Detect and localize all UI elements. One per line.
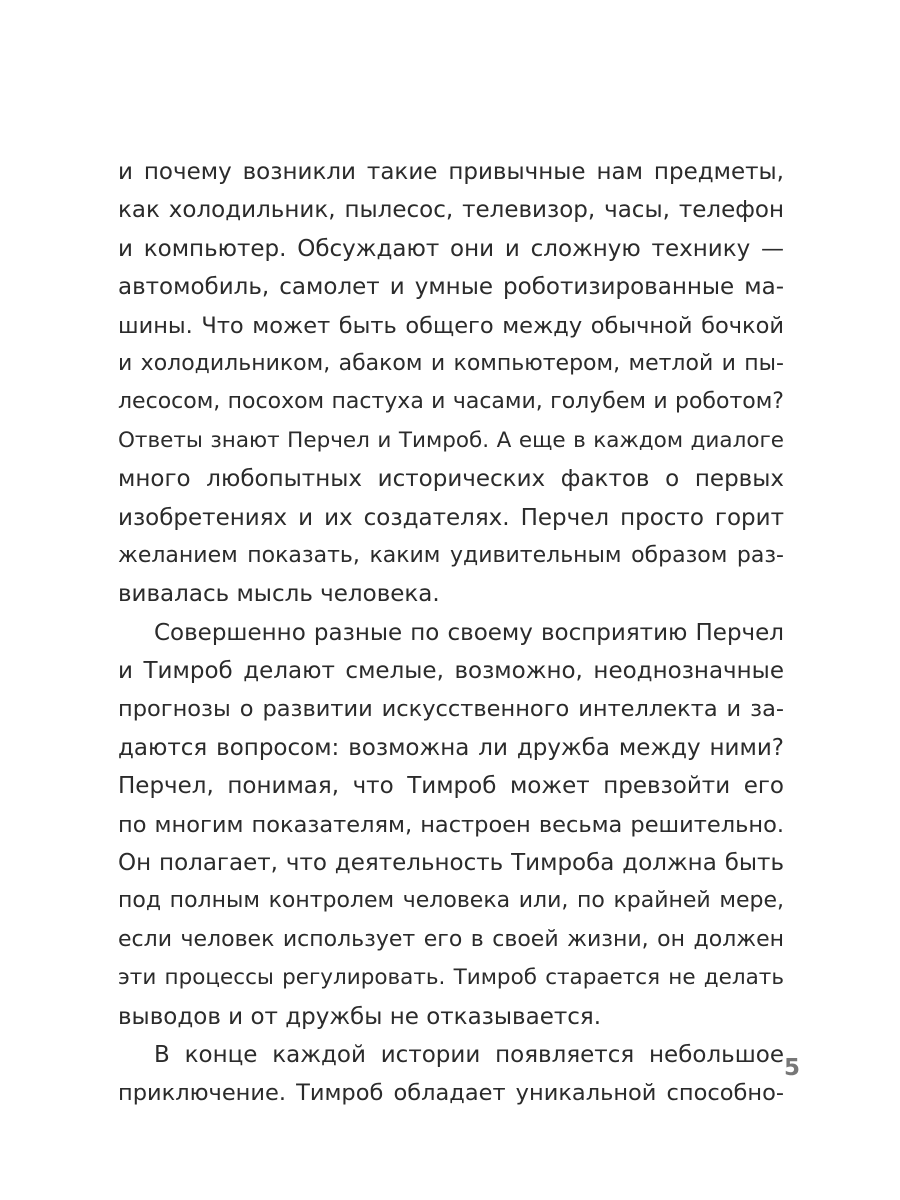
- text-line: приключение. Тимроб обладает уникальной способно-: [118, 1080, 784, 1107]
- text-line: эти процессы регулировать. Тимроб старается не делать: [118, 965, 784, 991]
- text-line: автомобиль, самолет и умные роботизированные ма-: [118, 274, 784, 301]
- text-line: вивалась мысль человека.: [118, 581, 440, 608]
- text-line: В конце каждой истории появляется небольшое: [154, 1041, 784, 1068]
- text-line: много любопытных исторических фактов о первых: [118, 466, 784, 493]
- text-line: под полным контролем человека или, по крайней мере,: [118, 888, 784, 914]
- text-line: как холодильник, пылесос, телевизор, часы, телефон: [118, 197, 784, 224]
- body-text: [118, 153, 784, 1113]
- text-line: Он полагает, что деятельность Тимроба должна быть: [118, 850, 784, 877]
- text-line: Перчел, понимая, что Тимроб может превзойти его: [118, 773, 784, 800]
- text-line: Совершенно разные по своему восприятию Перчел: [154, 619, 784, 646]
- paragraph-1: [118, 153, 784, 614]
- text-line: и почему возникли такие привычные нам предметы,: [118, 159, 784, 185]
- text-line: если человек использует его в своей жизни, он должен: [118, 926, 784, 952]
- text-line: и Тимроб делают смелые, возможно, неоднозначные: [118, 658, 784, 685]
- paragraph-2: [118, 614, 784, 1036]
- text-line: желанием показать, каким удивительным образом раз-: [118, 542, 784, 568]
- text-line: изобретениях и их создателях. Перчел просто горит: [118, 504, 784, 531]
- text-line: и компьютер. Обсуждают они и сложную технику —: [118, 235, 784, 262]
- page-number: 5: [783, 1055, 800, 1081]
- text-line: шины. Что может быть общего между обычной бочкой: [118, 312, 784, 339]
- text-line: Ответы знают Перчел и Тимроб. А еще в каждом диалоге: [118, 427, 784, 453]
- text-line: лесосом, посохом пастуха и часами, голубем и роботом?: [118, 389, 784, 415]
- text-line: по многим показателям, настроен весьма решительно.: [118, 811, 784, 838]
- text-line: выводов и от дружбы не отказывается.: [118, 1003, 602, 1030]
- text-line: прогнозы о развитии искусственного интеллекта и за-: [118, 696, 784, 723]
- paragraph-3: [118, 1036, 784, 1113]
- text-line: и холодильником, абаком и компьютером, метлой и пы-: [118, 350, 784, 376]
- text-line: даются вопросом: возможна ли дружба между ними?: [118, 734, 784, 761]
